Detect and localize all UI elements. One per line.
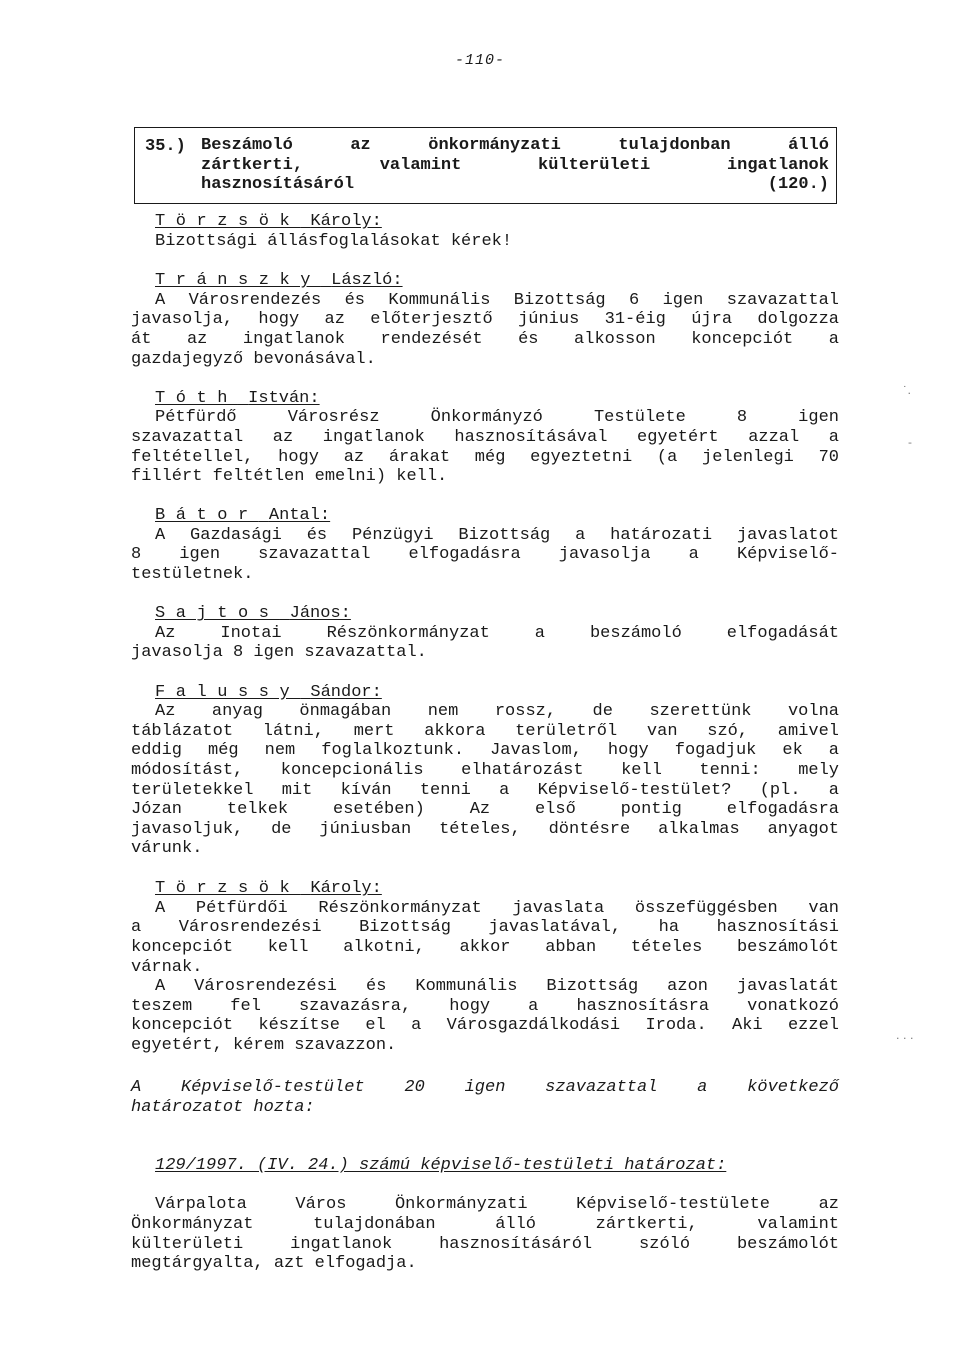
page-number: -110- bbox=[454, 52, 505, 69]
speech-line: testületnek. bbox=[131, 565, 254, 585]
agenda-word: önkormányzati bbox=[428, 136, 561, 155]
speaker-surname: Falussy bbox=[155, 682, 301, 702]
speech-line: javasolja, hogy az előterjesztő június 31-éig újra dolgozza bbox=[131, 310, 839, 330]
agenda-word: ingatlanok bbox=[726, 155, 829, 175]
vote-line: határozatot hozta: bbox=[131, 1097, 315, 1117]
agenda-item-number: 35.) bbox=[145, 137, 186, 156]
speech-line: módosítást, koncepcionális elhatározást kell tenni: mely bbox=[131, 761, 839, 781]
speech-line: A Pétfürdői Részönkormányzat javaslata összefüggésben van bbox=[155, 898, 839, 918]
speech-line: javasolja 8 igen szavazattal. bbox=[131, 643, 427, 663]
agenda-word: álló bbox=[788, 136, 829, 155]
resolution-line: megtárgyalta, azt elfogadja. bbox=[131, 1254, 417, 1274]
agenda-word: Beszámoló bbox=[201, 136, 293, 155]
scan-speck: - bbox=[908, 436, 912, 449]
vote-statement bbox=[131, 1078, 839, 1117]
speech-line: 8 igen szavazattal elfogadásra javasolja a Képviselő- bbox=[131, 545, 839, 565]
speech-line: koncepciót készítse el a Városgazdálkodási Iroda. Aki ezzel bbox=[131, 1016, 839, 1036]
speech-block bbox=[131, 683, 839, 859]
speaker-surname: Törzsök bbox=[155, 212, 301, 231]
speech-block bbox=[131, 271, 839, 369]
agenda-word: hasznosításáról bbox=[201, 175, 355, 195]
speaker-name bbox=[131, 212, 839, 232]
speech-line: várunk. bbox=[131, 839, 203, 859]
speaker-surname: Törzsök bbox=[155, 879, 301, 899]
resolution-line: Önkormányzat tulajdonában álló zártkerti, valamint bbox=[131, 1215, 839, 1235]
scan-speck: · · · bbox=[896, 1032, 914, 1045]
speech-line: táblázatot látni, mert akkora területről van szó, amivel bbox=[131, 721, 839, 741]
speech-line: át az ingatlanok rendezését és alkosson koncepciót a bbox=[131, 329, 839, 349]
agenda-word: az bbox=[350, 136, 371, 155]
speech-line: teszem fel szavazásra, hogy a hasznosításra vonatkozó bbox=[131, 996, 839, 1016]
speech-line: koncepciót kell alkotni, akkor abban tételes beszámolót bbox=[131, 937, 839, 957]
agenda-word: valamint bbox=[379, 155, 462, 175]
speaker-surname: Tóth bbox=[155, 388, 238, 408]
speaker-firstname: Antal: bbox=[268, 506, 331, 526]
speech-line: Az Inotai Részönkormányzat a beszámoló elfogadását bbox=[155, 623, 839, 643]
speech-line: szavazattal az ingatlanok hasznosításával egyetért azzal a bbox=[131, 427, 839, 447]
minutes-body bbox=[131, 212, 839, 1274]
speech-line: Pétfürdő Városrész Önkormányzó Testülete 8 igen bbox=[155, 408, 839, 428]
speech-line: várnak. bbox=[131, 957, 203, 977]
agenda-title-line bbox=[201, 175, 829, 195]
speaker-firstname: Károly: bbox=[310, 212, 382, 231]
agenda-page-ref: (120.) bbox=[767, 175, 829, 195]
speaker-firstname: Sándor: bbox=[310, 682, 382, 702]
speech-line: Józan telkek esetében) Az első pontig elfogadásra bbox=[131, 800, 839, 820]
speech-line: a Városrendezési Bizottság javaslatával, ha hasznosítási bbox=[131, 918, 839, 938]
speaker-surname: Bátor bbox=[155, 506, 259, 526]
scan-speck: ˙. bbox=[902, 384, 911, 397]
resolution-title: 129/1997. (IV. 24.) számú képviselő-testületi határozat: bbox=[155, 1155, 727, 1175]
vote-line: A Képviselő-testület 20 igen szavazattal a következő bbox=[131, 1078, 839, 1098]
speaker-firstname: László: bbox=[331, 271, 403, 291]
speaker-name bbox=[131, 879, 839, 899]
speaker-name bbox=[131, 389, 839, 409]
speaker-name bbox=[131, 271, 839, 291]
resolution-line: külterületi ingatlanok hasznosításáról szóló beszámolót bbox=[131, 1234, 839, 1254]
speech-line: A Gazdasági és Pénzügyi Bizottság a határozati javaslatot bbox=[155, 525, 839, 545]
speaker-name bbox=[131, 604, 839, 624]
agenda-title-line bbox=[201, 136, 829, 156]
resolution-line: Várpalota Város Önkormányzati Képviselő-testülete az bbox=[155, 1195, 839, 1215]
speaker-firstname: István: bbox=[248, 388, 320, 408]
speech-line: Az anyag önmagában nem rossz, de szerettünk volna bbox=[155, 702, 839, 722]
speaker-surname: Tránszky bbox=[155, 271, 321, 291]
speaker-firstname: Károly: bbox=[310, 879, 382, 899]
agenda-word: zártkerti, bbox=[201, 155, 304, 175]
speaker-name bbox=[131, 506, 839, 526]
speech-line: Bizottsági állásfoglalásokat kérek! bbox=[155, 231, 513, 251]
speech-line: gazdajegyző bevonásával. bbox=[131, 349, 376, 369]
speech-line: területekkel mit kíván tenni a Képviselő-testület? (pl. a bbox=[131, 780, 839, 800]
speech-block bbox=[131, 506, 839, 584]
agenda-item-box bbox=[134, 127, 837, 204]
speech-line: fillért feltétlen emelni) kell. bbox=[131, 467, 448, 487]
speech-block bbox=[131, 212, 839, 251]
speech-line: javasoljuk, de júniusban tételes, döntésre alkalmas anyagot bbox=[131, 819, 839, 839]
speech-line: egyetért, kérem szavazzon. bbox=[131, 1035, 397, 1055]
speech-line: feltétellel, hogy az árakat még egyeztetni (a jelenlegi 70 bbox=[131, 447, 839, 467]
agenda-item-title bbox=[201, 136, 829, 195]
agenda-word: tulajdonban bbox=[618, 136, 731, 155]
agenda-title-line bbox=[201, 156, 829, 176]
speech-block bbox=[131, 879, 839, 1055]
speech-line: A Városrendezési és Kommunális Bizottság azon javaslatát bbox=[155, 977, 839, 997]
speaker-surname: Sajtos bbox=[155, 604, 280, 624]
agenda-word: külterületi bbox=[538, 155, 651, 175]
speech-line: A Városrendezés és Kommunális Bizottság 6 igen szavazattal bbox=[155, 290, 839, 310]
speech-block bbox=[131, 389, 839, 487]
speaker-firstname: János: bbox=[289, 604, 351, 624]
speech-line: eddig még nem foglalkoztunk. Javaslom, hogy fogadjuk ek a bbox=[131, 741, 839, 761]
speaker-name bbox=[131, 683, 839, 703]
speech-block bbox=[131, 604, 839, 663]
resolution bbox=[131, 1156, 839, 1274]
